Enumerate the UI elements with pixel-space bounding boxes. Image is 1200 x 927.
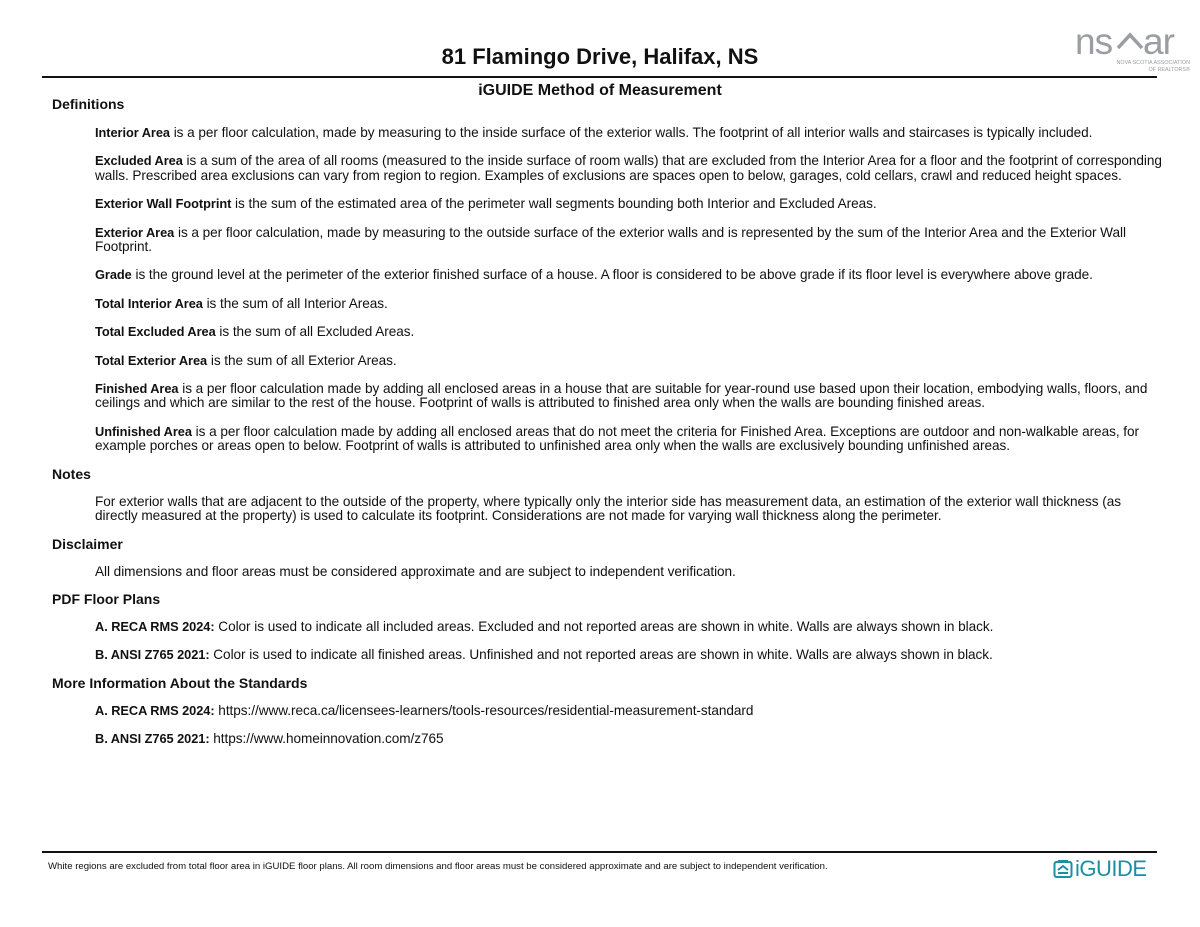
standards-item-ansi [95,732,1162,746]
footer-disclaimer: White regions are excluded from total floor area in iGUIDE floor plans. All room dimensions and floor areas must be considered approximate and are subject to independent verification. [48,861,828,872]
term: Grade [95,267,132,283]
iguide-camera-icon [1053,859,1073,879]
term: Excluded Area [95,153,183,169]
term: A. RECA RMS 2024: [95,618,215,634]
definition-text: is a per floor calculation, made by measuring to the outside surface of the exterior walls and is represented by the sum of the Interior Area and the Exterior Wall Footprint. [95,224,1126,255]
svg-text:OF REALTORS®: OF REALTORS® [1148,67,1190,73]
svg-text:ns: ns [1075,21,1113,62]
definition-text: is the ground level at the perimeter of the exterior finished surface of a house. A floor is considered to be above grade if its floor level is everywhere above grade. [131,267,1093,283]
term: Unfinished Area [95,423,192,439]
definition-text: is a per floor calculation made by adding all enclosed areas in a house that are suitable for year-round use based upon their location, embodying walls, floors, and ceilings and which are similar to the rest of the house. Footprint of walls is attributed to finished area only when the walls are bounding finished areas. [95,381,1148,411]
item-text: Color is used to indicate all included areas. Excluded and not reported areas are shown in white. Walls are always shown in black. [214,618,994,634]
item-text: Color is used to indicate all finished areas. Unfinished and not reported areas are shown in white. Walls are always shown in black. [209,647,993,663]
header-divider [42,76,1157,78]
standards-item-reca [95,704,1162,718]
term: Total Interior Area [95,295,203,311]
svg-text:NOVA SCOTIA ASSOCIATION: NOVA SCOTIA ASSOCIATION [1116,60,1190,66]
definition-excluded-area [95,154,1162,183]
svg-text:ar: ar [1143,21,1174,62]
section-heading-pdf-floor-plans: PDF Floor Plans [52,590,161,607]
nsar-logo [1074,18,1192,74]
iguide-wordmark: iGUIDE [1075,856,1147,881]
section-heading-disclaimer: Disclaimer [52,535,123,552]
section-heading-definitions: Definitions [52,96,125,112]
definition-text: is a sum of the area of all rooms (measured to the inside surface of room walls) that are excluded from the Interior Area for a floor and the footprint of corresponding walls. Prescribed area exclusions can vary from region to region. Examples of exclusions are spaces open to below, garages, cold cellars, crawl and reduced height spaces. [95,153,1162,183]
definition-finished-area [95,382,1162,411]
term: Finished Area [95,381,179,397]
definition-text: is the sum of all Interior Areas. [202,295,388,311]
standard-link[interactable]: https://www.reca.ca/licensees-learners/tools-resources/residential-measurement-standard [214,702,754,718]
term: A. RECA RMS 2024: [95,702,215,718]
definition-text: is the sum of the estimated area of the perimeter wall segments bounding both Interior and Excluded Areas. [231,196,877,212]
floor-plans-item-reca [95,620,1162,634]
page-title: 81 Flamingo Drive, Halifax, NS [441,44,759,69]
definition-exterior-wall-footprint [95,197,1162,211]
standard-link[interactable]: https://www.homeinnovation.com/z765 [209,731,444,747]
definition-total-excluded-area [95,325,1162,339]
term: Total Excluded Area [95,324,216,340]
definition-text: is the sum of all Excluded Areas. [215,324,415,340]
term: Total Exterior Area [95,352,208,368]
term: B. ANSI Z765 2021: [95,647,210,663]
section-heading-more-information: More Information About the Standards [52,674,308,691]
term: B. ANSI Z765 2021: [95,731,210,747]
definition-text: is a per floor calculation, made by measuring to the inside surface of the exterior walls. The footprint of all interior walls and staircases is typically included. [169,125,1093,140]
footer-divider [42,851,1157,853]
definition-total-exterior-area [95,354,1162,368]
definition-text: is a per floor calculation made by adding all enclosed areas that do not meet the criteria for Finished Area. Exceptions are outdoor and non-walkable areas, for example porches or areas open to below. Footprint of walls is attributed to unfinished area only when the walls are exclusively bounding unfinished areas. [95,423,1139,454]
definition-total-interior-area [95,297,1162,311]
definition-grade [95,268,1162,282]
definition-unfinished-area [95,425,1162,454]
term: Exterior Wall Footprint [95,196,232,212]
term: Interior Area [95,125,170,140]
definition-exterior-area [95,226,1162,255]
document-body [52,96,1162,747]
disclaimer-text: All dimensions and floor areas must be considered approximate and are subject to independent verification. [95,563,736,579]
iguide-brand [1053,854,1147,884]
term: Exterior Area [95,224,175,240]
floor-plans-item-ansi [95,648,1162,662]
definition-interior-area [95,126,1162,140]
section-heading-notes: Notes [52,465,91,482]
notes-text: For exterior walls that are adjacent to the outside of the property, where typically only the interior side has measurement data, an estimation of the exterior wall thickness (as directly measured at the property) is used to calculate its footprint. Considerations are not made for varying wall thickness along the perimeter. [95,493,1121,524]
definition-text: is the sum of all Exterior Areas. [207,352,397,368]
page-subtitle: iGUIDE Method of Measurement [478,82,722,99]
